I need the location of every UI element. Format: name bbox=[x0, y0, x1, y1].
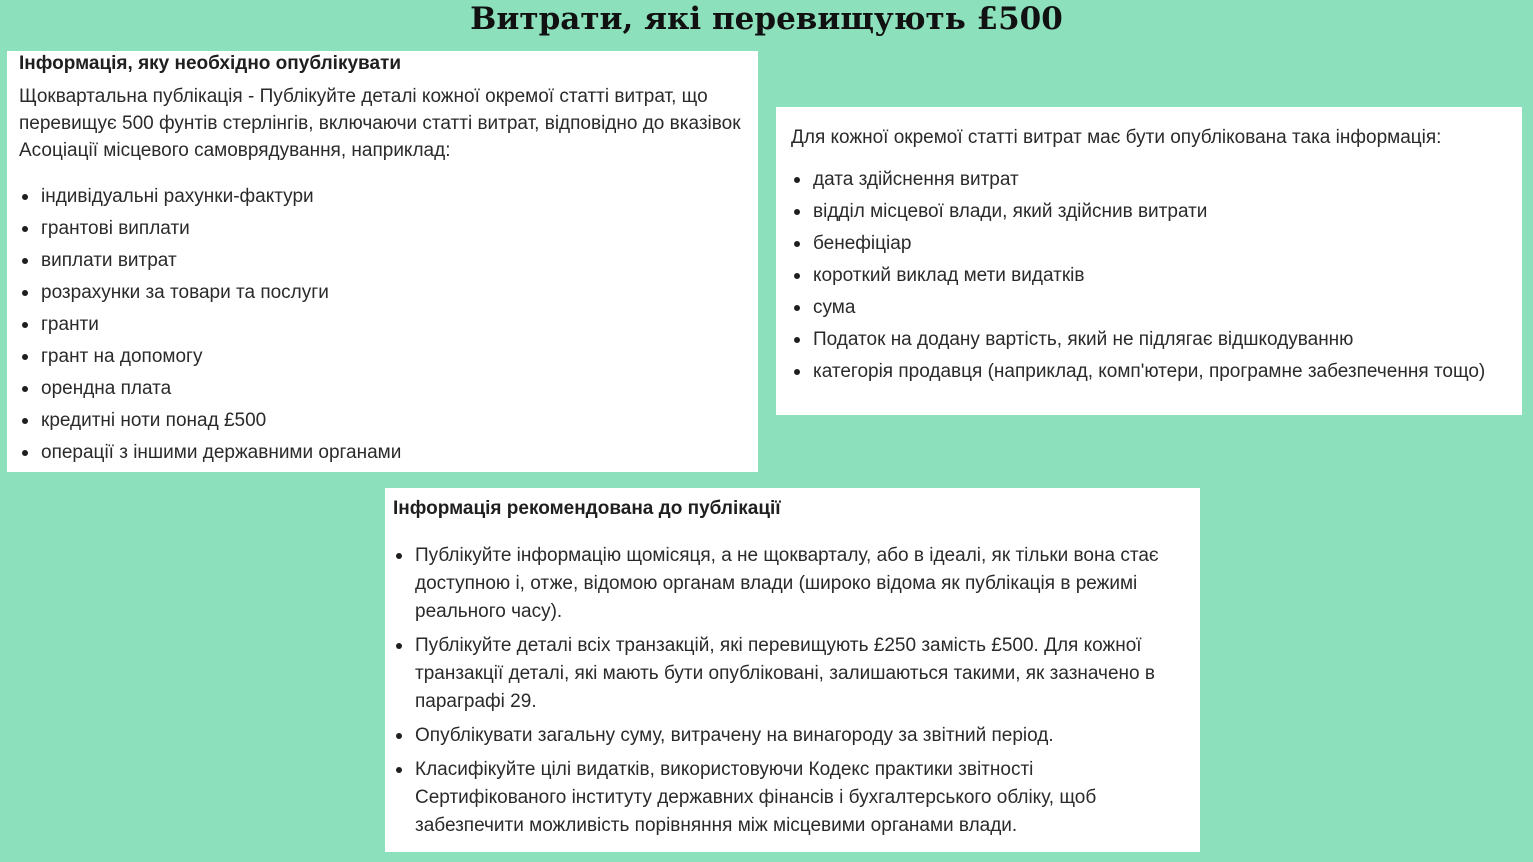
list-item: гранти bbox=[19, 309, 748, 341]
list-item: розрахунки за товари та послуги bbox=[19, 277, 748, 309]
list-item: індивідуальні рахунки-фактури bbox=[19, 181, 748, 213]
list-item: виплати витрат bbox=[19, 245, 748, 277]
list-item: категорія продавця (наприклад, комп'ютери, програмне забезпечення тощо) bbox=[791, 356, 1518, 388]
recommended-info-heading: Інформація рекомендована до публікації bbox=[393, 498, 781, 519]
recommended-info-card bbox=[385, 488, 1200, 852]
list-item: відділ місцевої влади, який здійснив витрати bbox=[791, 196, 1518, 228]
published-fields-card bbox=[776, 107, 1522, 415]
list-item: бенефіціар bbox=[791, 228, 1518, 260]
list-item: грант на допомогу bbox=[19, 341, 748, 373]
list-item: Публікуйте деталі всіх транзакцій, які перевищують £250 замість £500. Для кожної транзакції деталі, які мають бути опубліковані, залишаються такими, як зазначено в параграфі 29. bbox=[393, 632, 1186, 716]
published-fields-intro: Для кожної окремої статті витрат має бути опублікована така інформація: bbox=[791, 127, 1442, 148]
published-fields-list bbox=[791, 164, 1518, 388]
list-item: Податок на додану вартість, який не підлягає відшкодуванню bbox=[791, 324, 1518, 356]
list-item: Публікуйте інформацію щомісяця, а не щокварталу, або в ідеалі, як тільки вона стає доступною і, отже, відомою органам влади (широко відома як публікація в режимі реального часу). bbox=[393, 542, 1186, 626]
required-info-intro: Щоквартальна публікація - Публікуйте деталі кожної окремої статті витрат, що перевищує 500 фунтів стерлінгів, включаючи статті витрат, відповідно до вказівок Асоціації місцевого самоврядування, наприклад: bbox=[19, 86, 741, 161]
page-title: Витрати, які перевищують £500 bbox=[470, 1, 1063, 37]
list-item: Опублікувати загальну суму, витрачену на винагороду за звітний період. bbox=[393, 722, 1186, 750]
list-item: короткий виклад мети видатків bbox=[791, 260, 1518, 292]
required-info-list bbox=[19, 181, 748, 469]
list-item: операції з іншими державними органами bbox=[19, 437, 748, 469]
list-item: дата здійснення витрат bbox=[791, 164, 1518, 196]
required-info-heading: Інформація, яку необхідно опублікувати bbox=[19, 53, 402, 74]
recommended-info-list bbox=[393, 542, 1186, 840]
list-item: грантові виплати bbox=[19, 213, 748, 245]
list-item: орендна плата bbox=[19, 373, 748, 405]
list-item: кредитні ноти понад £500 bbox=[19, 405, 748, 437]
required-info-card bbox=[7, 51, 758, 472]
list-item: Класифікуйте цілі видатків, використовуючи Кодекс практики звітності Сертифікованого інституту державних фінансів і бухгалтерського обліку, щоб забезпечити можливість порівняння між місцевими органами влади. bbox=[393, 756, 1186, 840]
list-item: сума bbox=[791, 292, 1518, 324]
